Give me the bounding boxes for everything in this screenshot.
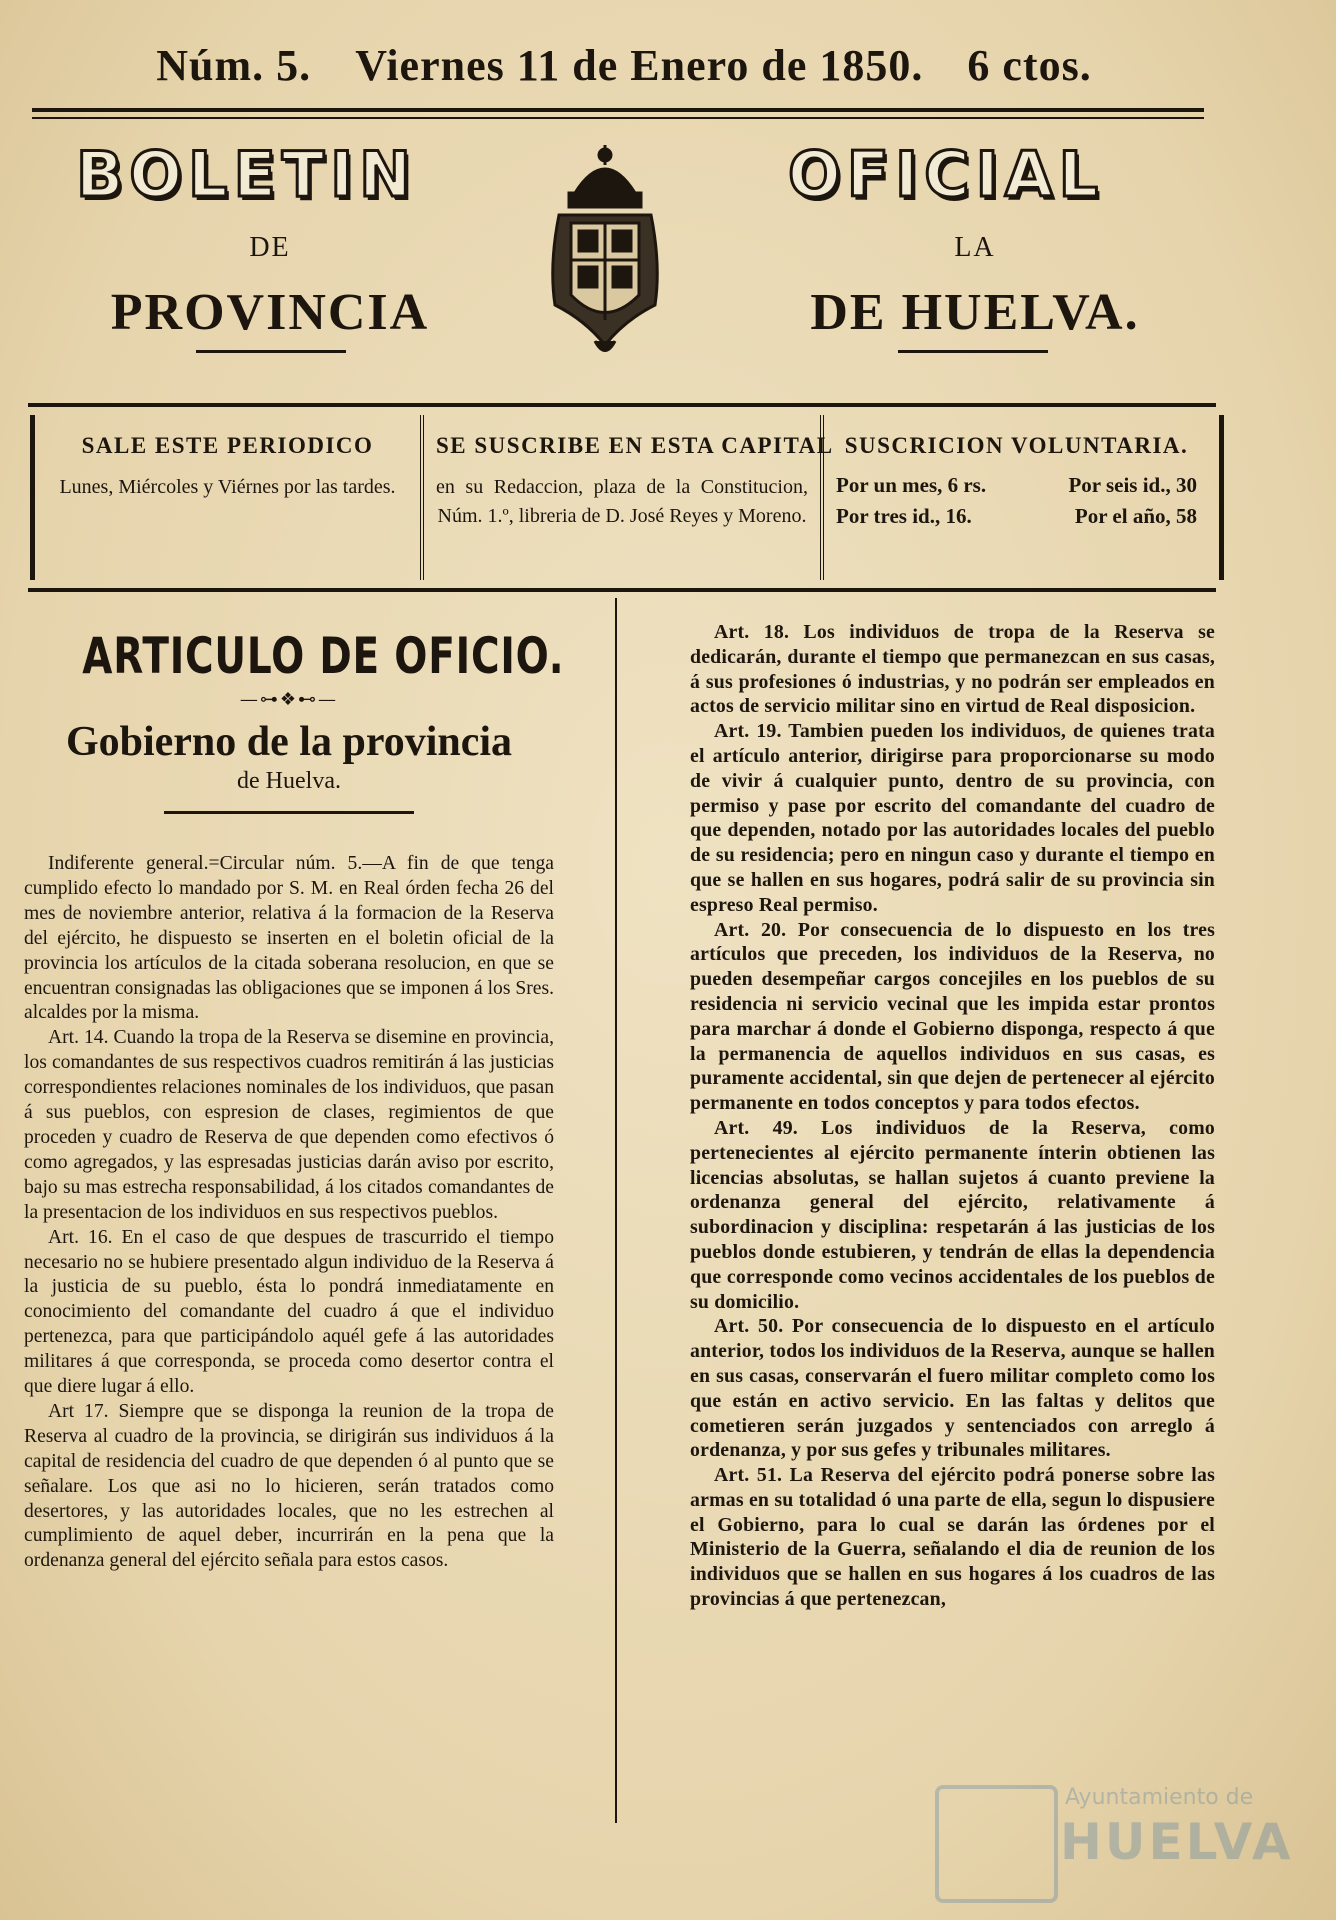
article-paragraph: Art. 19. Tambien pueden los individuos, de quienes trata el artículo anterior, dirigirse para proporcionarse su modo de vivir á cualquier punto, dentro de su provincia, con permiso y pase por escrito del comandante del cuadro de que dependen, notado por las autoridades locales del pueblo de su residencia; pero en ningun caso y durante el tiempo en que se hallen en sus hogares, podrá salir de su provincia sin espreso Real permiso. — [690, 720, 1215, 916]
left-column — [24, 615, 565, 1574]
info-column-schedule — [35, 415, 420, 580]
info-rule-bottom — [28, 588, 1216, 592]
price-month: Por un mes, 6 rs. — [836, 473, 987, 497]
title-boletin: BOLETIN — [76, 138, 418, 211]
government-title: Gobierno de la provincia — [65, 719, 513, 765]
title-underline-left — [196, 350, 346, 353]
title-oficial: OFICIAL — [788, 138, 1105, 211]
masthead-rule-bottom — [32, 117, 1204, 119]
issue-number: Núm. 5. — [156, 41, 312, 90]
article-paragraph: Art. 14. Cuando la tropa de la Reserva se disemine en provincia, los comandantes de sus respectivos cuadros remitirán á las justicias correspondientes relaciones nominales de los individuos, que pasan á sus pueblos, con espresion de clases, regimientos de que proceden y cuadro de Reserva de que dependen como efectivos ó como agregados, y las espresadas justicias darán aviso por escrito, bajo su mas estrecha responsabilidad, á los citados comandantes de la presentacion de los individuos en sus respectivos pueblos. — [24, 1027, 554, 1223]
archive-watermark — [935, 1785, 1294, 1905]
price-row-2 — [836, 504, 1197, 529]
article-paragraph: Art 17. Siempre que se disponga la reunion de la tropa de Reserva al cuadro de la provincia, se dirigirán sus individuos á la capital de residencia del cuadro de que dependen ó al punto que se señalare. Los que asi no lo hicieren, serán tratados como desertores, y las autoridades locales, que no les estrechen al cumplimiento de aquel deber, incurrirán en la pena que la ordenanza general del ejército señala para estos casos. — [24, 1400, 554, 1572]
masthead-rule-top — [32, 108, 1204, 112]
title-de-huelva: DE HUELVA. — [810, 284, 1140, 341]
info-column-prices — [820, 415, 1209, 580]
article-paragraph: Art. 51. La Reserva del ejército podrá ponerse sobre las armas en su totalidad ó una parte de ella, segun lo dispusiere el Gobierno, para lo cual se darán las órdenes por el Ministerio de la Guerra, señalando el dia de reunion de los individuos que se hallen en sus hogares á los cuadros de las provincias á que pertenezcan, — [690, 1464, 1215, 1611]
title-provincia: PROVINCIA — [110, 284, 430, 341]
title-la: LA — [954, 232, 996, 263]
watermark-small-text: Ayuntamiento de — [1065, 1785, 1254, 1810]
info-rule-top — [28, 403, 1216, 407]
government-subtitle: de Huelva. — [237, 768, 341, 794]
title-underline-right — [898, 350, 1048, 353]
info-heading-subscribe: SE SUSCRIBE EN ESTA CAPITAL — [436, 433, 834, 458]
column-divider — [615, 598, 617, 1823]
coat-of-arms-icon — [545, 145, 665, 365]
masthead-line — [44, 40, 1204, 91]
article-paragraph: Art. 50. Por consecuencia de lo dispuesto en el artículo anterior, todos los individuos de la Reserva, aunque se hallen en sus casas, conservarán el fuero militar completo como los que están en activo servicio. En las faltas y delitos que cometieren serán juzgados y sentenciados con arreglo á ordenanza, y por sus gefes y tribunales militares. — [690, 1315, 1215, 1462]
article-paragraph: Art. 20. Por consecuencia de lo dispuesto en los tres artículos que preceden, los individuos de la Reserva, no pueden desempeñar cargos concejiles en los pueblos de su residencia ni servicio vecinal que les impida estar prontos para marchar á donde el Gobierno disponga, respecto á que la permanencia de aquellos individuos en sus casas, es puramente accidental, sin que dejen de pertenecer al ejército permanente en todos conceptos y para todos efectos. — [690, 918, 1215, 1115]
info-box — [30, 415, 1224, 580]
price-three-months: Por tres id., 16. — [836, 504, 972, 528]
article-paragraph: Art. 16. En el caso de que despues de trascurrido el tiempo necesario no se hubiere presentado algun individuo de la Reserva á la justicia de su pueblo, ésta lo pondrá inmediatamente en conocimiento del comandante del cuadro á que el individuo pertenezca, para que participándolo aquél gefe á las autoridades militares á que corresponda, se proceda como desertor contra el que diere lugar á ello. — [24, 1226, 554, 1398]
title-de: DE — [249, 232, 291, 263]
price-year: Por el año, 58 — [1074, 504, 1197, 528]
section-rule — [164, 811, 414, 814]
flourish-ornament: —⊶❖⊷— — [239, 689, 339, 710]
watermark-seal-icon — [935, 1785, 1058, 1903]
info-text-schedule: Lunes, Miércoles y Viérnes por las tardes. — [59, 476, 396, 498]
article-paragraph: Art. 18. Los individuos de tropa de la Reserva se dedicarán, durante el tiempo que permanezcan en sus casas, á sus profesiones ó industrias, y no podrán ser empleados en actos de servicio militar sino en virtud de Real disposicion. — [690, 621, 1215, 718]
issue-date: Viernes 11 de Enero de 1850. — [355, 41, 924, 90]
issue-price: 6 ctos. — [967, 41, 1092, 90]
price-six-months: Por seis id., 30 — [1068, 473, 1197, 497]
article-paragraph: Art. 49. Los individuos de la Reserva, como pertenecientes al ejército permanente ínterin obtienen las licencias absolutas, se hallan sujetos á cuanto previene la ordenanza general del ejército, relativamente á subordinacion y disciplina: respetarán á las justicias de los pueblos donde estubieren, y tendrán de ellas la dependencia que corresponde como vecinos accidentales de los pueblos de su domicilio. — [690, 1116, 1215, 1313]
info-column-subscribe — [420, 415, 834, 580]
info-text-subscribe: en su Redaccion, plaza de la Constitucion, Núm. 1.º, libreria de D. José Reyes y Moreno. — [436, 476, 808, 527]
section-title: ARTICULO DE OFICIO. — [82, 627, 565, 685]
watermark-big-text: HUELVA — [1060, 1813, 1294, 1871]
price-row-1 — [836, 473, 1197, 498]
right-column — [690, 620, 1215, 1612]
info-heading-schedule: SALE ESTE PERIODICO — [81, 433, 374, 458]
article-paragraph: Indiferente general.=Circular núm. 5.—A fin de que tenga cumplido efecto lo mandado por S. M. en Real órden fecha 26 del mes de noviembre anterior, relativa á la formacion de la Reserva del ejército, he dispuesto se inserten en el boletin oficial de la provincia los artículos de la citada soberana resolucion, en que se encuentran consignadas las obligaciones que se imponen á los Sres. alcaldes por la misma. — [24, 853, 554, 1024]
info-heading-prices: SUSCRICION VOLUNTARIA. — [844, 433, 1189, 458]
